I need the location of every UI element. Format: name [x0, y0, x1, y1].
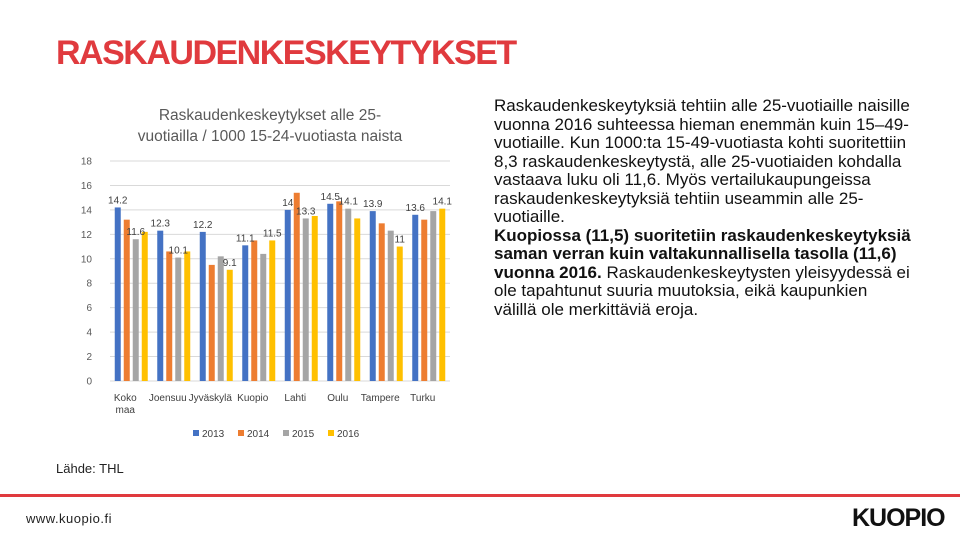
bar-2014 — [336, 201, 342, 381]
source-note: Lähde: THL — [56, 461, 124, 476]
x-tick-label: Jyväskylä — [188, 393, 232, 404]
bar-2013 — [327, 204, 333, 381]
bar-2016 — [354, 218, 360, 381]
bar-2016 — [312, 216, 318, 381]
data-label: 10.1 — [168, 245, 188, 257]
data-label: 11.6 — [126, 227, 146, 239]
bar-2014 — [421, 220, 427, 381]
y-tick-label: 4 — [86, 327, 92, 339]
bar-2014 — [251, 240, 257, 381]
chart-svg — [70, 95, 480, 455]
bar-2013 — [370, 211, 376, 381]
y-tick-label: 10 — [80, 254, 92, 266]
bar-2013 — [200, 232, 206, 381]
x-tick-label: Koko — [113, 393, 137, 404]
paragraph-2-bold: Kuopiossa (11,5) suoritetiin raskaudenkeskeytyksiä saman verran kuin valtakunnallisella tasolla (11,6) vuonna 2016. — [494, 225, 911, 282]
data-label: 14.1 — [432, 196, 452, 208]
data-label: 14.5 — [320, 191, 340, 203]
chart-title-line-2: vuotiailla / 1000 15-24-vuotiasta naista — [137, 128, 403, 145]
bar-2014 — [209, 265, 215, 381]
legend-label: 2013 — [202, 429, 225, 440]
y-tick-label: 6 — [86, 303, 92, 315]
x-tick-label: Turku — [410, 393, 436, 404]
bar-2015 — [218, 256, 224, 381]
x-tick-label: Joensuu — [148, 393, 187, 404]
bar-2014 — [379, 223, 385, 381]
data-label: 14.2 — [108, 195, 128, 207]
kuopio-logo: KUOPIO — [852, 504, 945, 532]
bar-2013 — [242, 245, 248, 381]
data-label: 11.1 — [235, 233, 255, 245]
footer-divider — [0, 494, 960, 497]
data-label: 13.3 — [296, 206, 316, 218]
data-label: 12.3 — [150, 218, 170, 230]
bar-2015 — [175, 258, 181, 381]
bar-2016 — [269, 240, 275, 381]
website-link[interactable]: www.kuopio.fi — [26, 511, 112, 526]
legend-swatch-2013 — [193, 430, 199, 436]
bar-2013 — [412, 215, 418, 381]
data-label: 13.9 — [363, 199, 383, 211]
bar-2015 — [430, 211, 436, 381]
bar-2016 — [439, 209, 445, 381]
bar-2014 — [294, 193, 300, 381]
bar-2015 — [303, 218, 309, 381]
legend-label: 2014 — [247, 429, 270, 440]
bar-2013 — [157, 231, 163, 381]
y-tick-label: 14 — [80, 205, 92, 217]
bar-2013 — [285, 210, 291, 381]
bar-2015 — [388, 231, 394, 381]
bar-2014 — [124, 220, 130, 381]
body-text — [494, 97, 914, 319]
bar-2016 — [397, 247, 403, 381]
paragraph-2-rest: Raskaudenkeskeytysten yleisyydessä ei ole tapahtunut suuria muutoksia, eikä kaupunkien välillä ole merkittäviä eroja. — [494, 262, 910, 319]
y-tick-label: 2 — [86, 352, 92, 364]
data-label: 9.1 — [222, 257, 237, 269]
bar-2016 — [227, 270, 233, 381]
x-tick-label: Kuopio — [237, 393, 269, 404]
bar-2016 — [184, 251, 190, 381]
paragraph-2 — [494, 227, 914, 320]
legend-swatch-2015 — [283, 430, 289, 436]
bar-2015 — [133, 239, 139, 381]
y-tick-label: 0 — [86, 376, 92, 388]
chart-title-line-1: Raskaudenkeskeytykset alle 25- — [158, 107, 382, 124]
bar-2015 — [345, 209, 351, 381]
bar-2014 — [166, 251, 172, 381]
paragraph-1: Raskaudenkeskeytyksiä tehtiin alle 25-vuotiaille naisille vuonna 2016 suhteessa hieman enemmän kuin 15–49-vuotiaille. Kun 1000:ta 15-49-vuotiasta kohti suoritettiin 8,3 raskaudenkeskeytystä, alle 25-vuotiaiden kohdalla vastaava luku oli 11,6. Myös vertailukaupungeissa raskaudenkeskeytyksiä tehtiin useammin alle 25-vuotiaille. — [494, 96, 910, 226]
x-tick-label: Oulu — [327, 393, 349, 404]
legend-label: 2015 — [292, 429, 315, 440]
bar-2016 — [142, 232, 148, 381]
x-tick-label: Lahti — [284, 393, 307, 404]
bar-2015 — [260, 254, 266, 381]
page-title: RASKAUDENKESKEYTYKSET — [56, 34, 516, 72]
y-tick-label: 12 — [80, 229, 92, 241]
legend-label: 2016 — [337, 429, 360, 440]
y-tick-label: 18 — [80, 156, 92, 168]
data-label: 11.5 — [262, 228, 282, 240]
bar-chart — [70, 95, 480, 455]
data-label: 14 — [282, 197, 294, 209]
data-label: 13.6 — [405, 202, 425, 214]
x-tick-label: Tampere — [360, 393, 400, 404]
legend-swatch-2014 — [238, 430, 244, 436]
data-label: 11 — [394, 234, 405, 246]
bar-2013 — [115, 207, 121, 381]
legend-swatch-2016 — [328, 430, 334, 436]
data-label: 12.2 — [193, 219, 213, 231]
data-label: 14.1 — [338, 196, 358, 208]
y-tick-label: 16 — [80, 180, 92, 192]
y-tick-label: 8 — [86, 278, 92, 290]
x-tick-label: maa — [115, 405, 135, 416]
